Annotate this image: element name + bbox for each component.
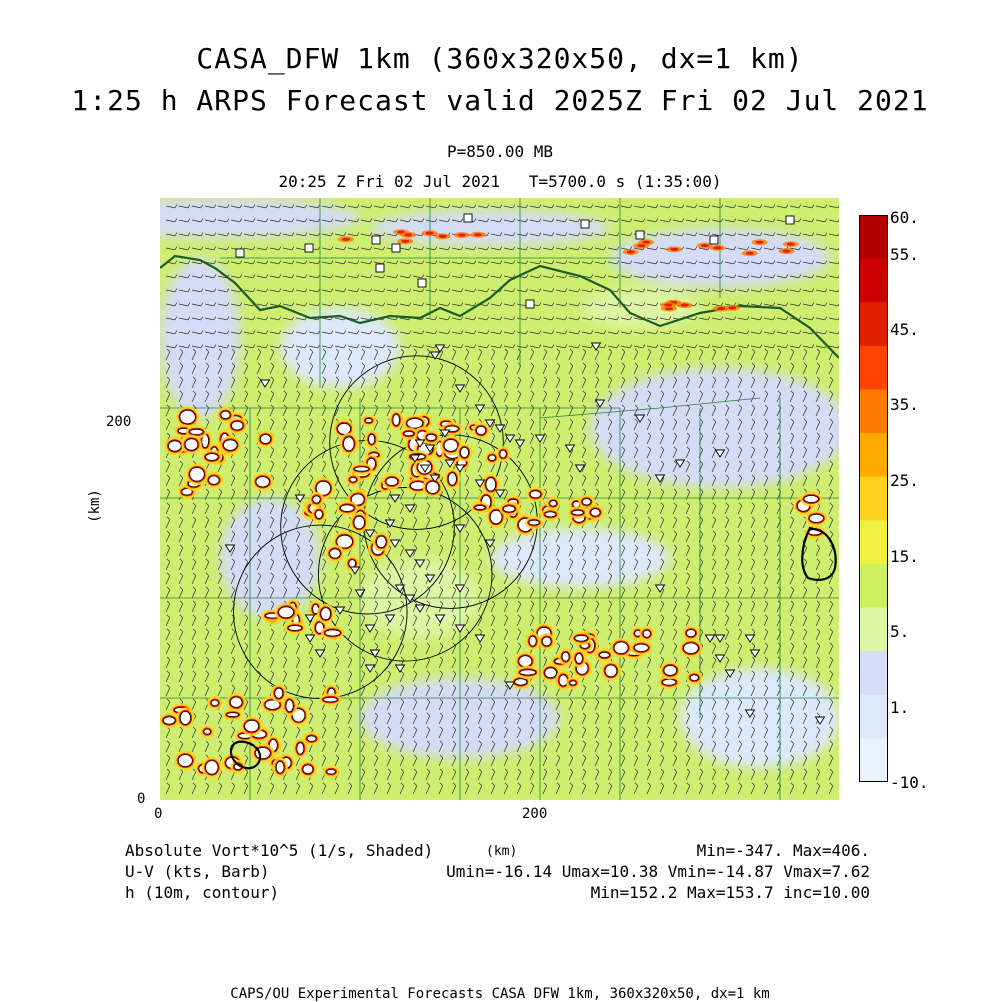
vorticity-cell bbox=[541, 508, 560, 521]
cell-contour bbox=[448, 473, 456, 485]
vorticity-cell bbox=[202, 450, 223, 465]
cell-contour bbox=[503, 506, 515, 512]
field-3-stats: Min=152.2 Max=153.7 inc=10.00 bbox=[590, 883, 870, 902]
vorticity-streak bbox=[426, 232, 434, 235]
colorbar-segment bbox=[859, 738, 888, 782]
vorticity-cell bbox=[686, 671, 702, 685]
model-time: T=5700.0 s (1:35:00) bbox=[528, 172, 722, 191]
vorticity-map bbox=[160, 198, 839, 800]
cell-contour bbox=[206, 454, 219, 461]
vorticity-cell bbox=[400, 427, 418, 439]
colorbar-segment bbox=[859, 433, 888, 477]
cell-contour bbox=[605, 665, 617, 677]
colorbar-segment bbox=[859, 520, 888, 564]
cell-contour bbox=[275, 688, 283, 698]
vorticity-cell bbox=[202, 757, 222, 779]
map-plot bbox=[160, 198, 839, 800]
vorticity-cell bbox=[317, 604, 335, 624]
vorticity-cell bbox=[176, 707, 194, 728]
station-square bbox=[464, 214, 472, 222]
cell-contour bbox=[209, 476, 220, 484]
vorticity-streak bbox=[458, 234, 466, 237]
cell-contour bbox=[460, 447, 468, 457]
cell-contour bbox=[180, 711, 190, 724]
vorticity-cell bbox=[220, 436, 242, 455]
cell-contour bbox=[545, 668, 557, 678]
cell-contour bbox=[344, 437, 355, 451]
cell-contour bbox=[256, 477, 269, 487]
vorticity-streak bbox=[717, 307, 725, 310]
valid-time: 20:25 Z Fri 02 Jul 2021 bbox=[278, 172, 500, 191]
vorticity-cell bbox=[471, 502, 490, 514]
vorticity-cell bbox=[284, 622, 306, 635]
vorticity-cell bbox=[485, 451, 500, 465]
cell-contour bbox=[221, 411, 230, 419]
cell-contour bbox=[489, 455, 496, 461]
colorbar-segment bbox=[859, 477, 888, 521]
low-vort-area bbox=[580, 288, 700, 328]
colorbar-segment bbox=[859, 389, 888, 433]
cell-contour bbox=[529, 520, 539, 525]
cell-contour bbox=[321, 608, 331, 620]
cell-contour bbox=[427, 481, 439, 493]
vorticity-cell bbox=[610, 638, 632, 658]
colorbar-segment bbox=[859, 695, 888, 739]
cell-contour bbox=[231, 421, 243, 430]
vorticity-streak bbox=[401, 240, 409, 243]
title-line-1: CASA_DFW 1km (360x320x50, dx=1 km) bbox=[196, 42, 804, 75]
colorbar-label: 60. bbox=[890, 208, 919, 227]
cell-contour bbox=[340, 505, 354, 512]
cell-contour bbox=[582, 499, 590, 505]
vorticity-cell bbox=[309, 492, 324, 507]
vorticity-streak bbox=[664, 303, 672, 306]
cell-contour bbox=[211, 700, 218, 706]
credit-line: CAPS/OU Experimental Forecasts CASA DFW 1km, 360x320x50, dx=1 km bbox=[230, 986, 770, 1002]
station-square bbox=[305, 244, 313, 252]
vorticity-streak bbox=[728, 306, 736, 309]
low-vort-area bbox=[490, 528, 670, 588]
vorticity-cell bbox=[682, 626, 699, 641]
y-tick-0: 0 bbox=[137, 791, 146, 807]
vorticity-cell bbox=[423, 477, 443, 497]
cell-contour bbox=[354, 467, 369, 471]
cell-contour bbox=[690, 675, 698, 681]
station-square bbox=[372, 236, 380, 244]
vorticity-cell bbox=[252, 473, 273, 491]
vorticity-streak bbox=[783, 250, 791, 253]
cell-contour bbox=[542, 637, 551, 646]
vorticity-cell bbox=[323, 765, 340, 778]
y-axis-label: (km) bbox=[86, 489, 103, 523]
cell-contour bbox=[245, 720, 259, 732]
cell-contour bbox=[180, 410, 195, 424]
colorbar-label: 5. bbox=[890, 622, 910, 641]
vorticity-cell bbox=[546, 497, 561, 510]
cell-contour bbox=[279, 607, 294, 618]
field-1-name: Absolute Vort*10^5 (1/s, Shaded) bbox=[125, 841, 434, 860]
cell-contour bbox=[550, 501, 557, 506]
vorticity-cell bbox=[525, 516, 543, 529]
cell-contour bbox=[530, 491, 541, 498]
vorticity-cell bbox=[346, 473, 361, 486]
vorticity-cell bbox=[538, 633, 555, 650]
cell-contour bbox=[562, 652, 569, 661]
vorticity-cell bbox=[382, 474, 402, 490]
vorticity-streak bbox=[670, 248, 678, 251]
cell-contour bbox=[572, 510, 583, 515]
cell-contour bbox=[475, 506, 486, 510]
cell-contour bbox=[529, 636, 536, 646]
vorticity-cell bbox=[526, 487, 545, 502]
cell-contour bbox=[354, 516, 365, 529]
vorticity-streak bbox=[787, 243, 795, 246]
cell-contour bbox=[190, 429, 203, 434]
cell-contour bbox=[303, 765, 313, 774]
cell-contour bbox=[634, 644, 648, 651]
station-square bbox=[710, 236, 718, 244]
cell-contour bbox=[190, 468, 205, 482]
cell-contour bbox=[327, 769, 336, 774]
cell-contour bbox=[576, 654, 583, 664]
colorbar-label: 55. bbox=[890, 245, 919, 264]
cell-contour bbox=[393, 414, 400, 425]
cell-contour bbox=[386, 478, 398, 486]
cell-contour bbox=[224, 440, 238, 451]
vorticity-cell bbox=[321, 626, 344, 640]
vorticity-cell bbox=[571, 631, 592, 645]
station-square bbox=[581, 220, 589, 228]
low-vort-area bbox=[680, 668, 839, 768]
station-square bbox=[418, 279, 426, 287]
cell-contour bbox=[809, 514, 823, 522]
vorticity-cell bbox=[525, 632, 540, 650]
cell-contour bbox=[178, 755, 192, 767]
cell-contour bbox=[570, 681, 576, 685]
cell-contour bbox=[330, 549, 341, 558]
vorticity-cell bbox=[181, 435, 202, 454]
cell-contour bbox=[325, 630, 340, 636]
vorticity-cell bbox=[226, 693, 246, 711]
cell-contour bbox=[490, 510, 502, 524]
colorbar-segment bbox=[859, 564, 888, 608]
vorticity-cell bbox=[326, 545, 345, 562]
cell-contour bbox=[575, 635, 588, 641]
station-square bbox=[236, 249, 244, 257]
vorticity-streak bbox=[701, 244, 709, 247]
vorticity-cell bbox=[160, 713, 179, 728]
color-bar bbox=[859, 215, 888, 782]
cell-contour bbox=[686, 630, 695, 637]
vorticity-cell bbox=[572, 650, 587, 668]
vorticity-cell bbox=[256, 431, 274, 448]
vorticity-cell bbox=[319, 693, 341, 706]
cell-contour bbox=[600, 652, 610, 657]
vorticity-cell bbox=[456, 443, 472, 461]
cell-contour bbox=[684, 643, 699, 654]
cell-contour bbox=[500, 450, 506, 458]
cell-contour bbox=[316, 510, 323, 518]
low-vort-area bbox=[160, 258, 240, 418]
vorticity-cell bbox=[217, 407, 234, 423]
station-square bbox=[526, 300, 534, 308]
vorticity-streak bbox=[637, 244, 645, 247]
vorticity-cell bbox=[207, 696, 222, 710]
vorticity-streak bbox=[404, 233, 412, 236]
vorticity-cell bbox=[568, 506, 587, 519]
colorbar-segment bbox=[859, 302, 888, 346]
vorticity-streak bbox=[627, 250, 635, 253]
vorticity-cell bbox=[800, 492, 822, 507]
vorticity-cell bbox=[601, 661, 621, 681]
pressure-level: P=850.00 MB bbox=[447, 142, 553, 161]
cell-contour bbox=[297, 743, 304, 754]
colorbar-segment bbox=[859, 259, 888, 303]
vorticity-cell bbox=[241, 716, 263, 736]
vorticity-cell bbox=[680, 639, 703, 658]
cell-contour bbox=[206, 761, 218, 775]
vorticity-cell bbox=[596, 648, 614, 661]
cell-contour bbox=[476, 426, 485, 434]
cell-contour bbox=[168, 441, 181, 451]
x-tick-0: 0 bbox=[154, 806, 163, 822]
vorticity-cell bbox=[639, 626, 654, 641]
cell-contour bbox=[307, 736, 316, 742]
vorticity-cell bbox=[660, 661, 681, 679]
cell-contour bbox=[427, 434, 436, 440]
cell-contour bbox=[545, 512, 556, 517]
vorticity-cell bbox=[174, 751, 196, 771]
cell-contour bbox=[338, 423, 351, 434]
vorticity-streak bbox=[342, 238, 350, 241]
vorticity-cell bbox=[389, 410, 404, 429]
vorticity-cell bbox=[444, 469, 460, 489]
cell-contour bbox=[350, 477, 357, 482]
vorticity-cell bbox=[272, 758, 288, 778]
cell-contour bbox=[323, 697, 337, 702]
vorticity-streak bbox=[439, 235, 447, 238]
vorticity-streak bbox=[474, 233, 482, 236]
colorbar-label: 1. bbox=[890, 698, 910, 717]
y-tick-200: 200 bbox=[106, 414, 132, 430]
cell-contour bbox=[313, 496, 320, 503]
vorticity-cell bbox=[275, 603, 298, 622]
cell-contour bbox=[288, 626, 302, 631]
cell-contour bbox=[227, 713, 239, 717]
vorticity-cell bbox=[336, 501, 358, 516]
vorticity-cell bbox=[805, 510, 827, 526]
vorticity-cell bbox=[630, 640, 652, 655]
cell-contour bbox=[185, 439, 198, 450]
vorticity-cell bbox=[472, 422, 489, 438]
cell-contour bbox=[365, 419, 372, 423]
valid-time-line bbox=[0, 172, 1000, 191]
colorbar-segment bbox=[859, 346, 888, 390]
cell-contour bbox=[804, 496, 818, 503]
vorticity-cell bbox=[558, 648, 573, 665]
cell-contour bbox=[664, 665, 677, 675]
cell-contour bbox=[520, 670, 536, 675]
title-line-2: 1:25 h ARPS Forecast valid 2025Z Fri 02 Jul 2021 bbox=[71, 84, 929, 117]
vorticity-cell bbox=[423, 430, 440, 444]
x-axis-label: (km) bbox=[486, 844, 518, 859]
colorbar-segment bbox=[859, 215, 888, 259]
cell-contour bbox=[349, 560, 356, 568]
cell-contour bbox=[404, 431, 414, 435]
cell-contour bbox=[369, 434, 375, 444]
cell-contour bbox=[230, 697, 242, 707]
cell-contour bbox=[519, 656, 532, 667]
vorticity-cell bbox=[303, 732, 320, 746]
vorticity-cell bbox=[516, 666, 540, 679]
vorticity-cell bbox=[312, 506, 327, 522]
colorbar-label: 15. bbox=[890, 547, 919, 566]
colorbar-segment bbox=[859, 651, 888, 695]
x-tick-200: 200 bbox=[522, 806, 548, 822]
cell-contour bbox=[407, 419, 423, 429]
cell-contour bbox=[591, 509, 600, 516]
cell-contour bbox=[260, 435, 270, 444]
cell-contour bbox=[204, 729, 211, 734]
colorbar-label: 35. bbox=[890, 395, 919, 414]
field-3-name: h (10m, contour) bbox=[125, 883, 280, 902]
vorticity-cell bbox=[299, 761, 317, 778]
vorticity-cell bbox=[176, 406, 199, 428]
vorticity-cell bbox=[373, 532, 391, 551]
cell-contour bbox=[515, 679, 527, 685]
cell-contour bbox=[643, 630, 650, 637]
cell-contour bbox=[486, 478, 496, 491]
station-square bbox=[786, 216, 794, 224]
vorticity-cell bbox=[200, 725, 215, 738]
vorticity-cell bbox=[499, 502, 519, 516]
vorticity-cell bbox=[365, 430, 379, 448]
station-square bbox=[636, 231, 644, 239]
colorbar-label: 25. bbox=[890, 471, 919, 490]
cell-contour bbox=[377, 536, 387, 547]
vorticity-cell bbox=[350, 463, 373, 475]
vorticity-cell bbox=[566, 677, 580, 689]
cell-contour bbox=[276, 762, 284, 774]
vorticity-streak bbox=[714, 246, 722, 249]
cell-contour bbox=[163, 717, 175, 724]
low-vort-area bbox=[590, 368, 839, 488]
cell-contour bbox=[444, 440, 458, 452]
cell-contour bbox=[286, 700, 293, 712]
vorticity-cell bbox=[186, 464, 209, 486]
field-2-name: U-V (kts, Barb) bbox=[125, 862, 270, 881]
vorticity-streak bbox=[746, 252, 754, 255]
station-square bbox=[376, 264, 384, 272]
colorbar-label: 45. bbox=[890, 320, 919, 339]
vorticity-cell bbox=[340, 433, 359, 455]
station-square bbox=[392, 244, 400, 252]
cell-contour bbox=[662, 679, 676, 685]
vorticity-streak bbox=[681, 304, 689, 307]
vorticity-cell bbox=[271, 684, 287, 702]
colorbar-label: -10. bbox=[890, 773, 929, 792]
field-2-stats: Umin=-16.14 Umax=10.38 Vmin=-14.87 Vmax=7.62 bbox=[446, 862, 870, 881]
vorticity-streak bbox=[756, 241, 764, 244]
vorticity-cell bbox=[361, 415, 376, 427]
colorbar-segment bbox=[859, 608, 888, 652]
field-1-stats: Min=-347. Max=406. bbox=[696, 841, 870, 860]
cell-contour bbox=[614, 642, 628, 654]
